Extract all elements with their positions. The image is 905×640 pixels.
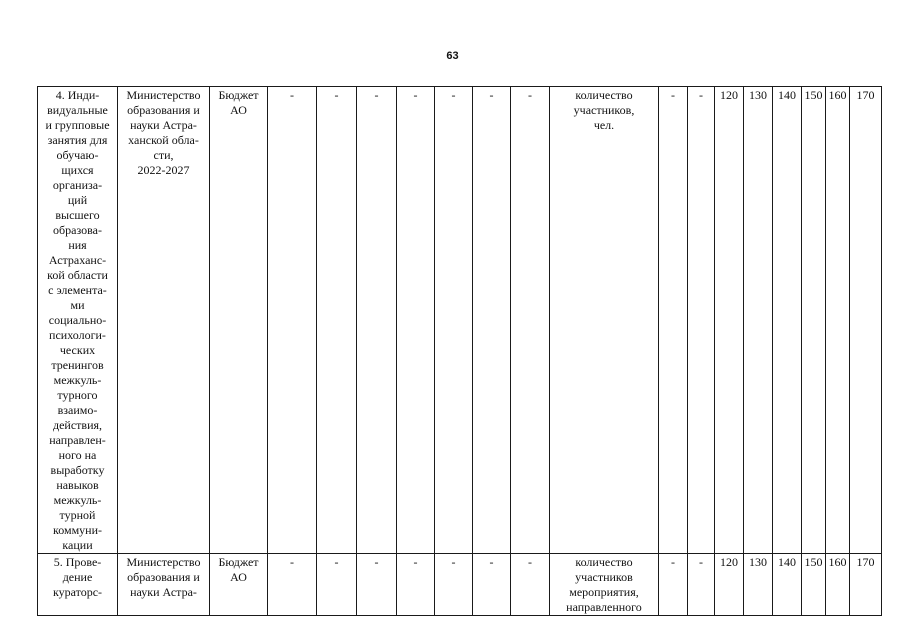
funding-cell: -: [511, 554, 550, 616]
table-row: [38, 87, 882, 554]
activity-name-cell: 4. Инди- видуальные и групповые занятия для обучаю- щихся организа- ций высшего образова- ния Астраханс- кой области с элемента- ми социально- психологи- ческих тренингов межкуль- турного взаимо- действия, направлен- ного на выработку навыков межкуль- турной коммуни- кации: [38, 87, 118, 554]
executor-cell: Министерство образования и науки Астра- ханской обла- сти, 2022-2027: [118, 87, 210, 554]
funding-cell: -: [357, 87, 397, 554]
table-row: [38, 554, 882, 616]
funding-cell: -: [397, 87, 435, 554]
target-value-cell: 170: [850, 87, 882, 554]
baseline-cell: -: [659, 87, 688, 554]
funding-cell: -: [317, 87, 357, 554]
target-value-cell: 130: [744, 87, 773, 554]
target-value-cell: 130: [744, 554, 773, 616]
indicator-cell: количество участников мероприятия, направленного: [550, 554, 659, 616]
funding-cell: -: [473, 554, 511, 616]
funding-cell: -: [268, 87, 317, 554]
target-value-cell: 160: [826, 87, 850, 554]
activity-name-cell: 5. Прове- дение кураторс-: [38, 554, 118, 616]
target-value-cell: 150: [802, 554, 826, 616]
indicator-cell: количество участников, чел.: [550, 87, 659, 554]
baseline-cell: -: [688, 87, 715, 554]
funding-cell: -: [435, 554, 473, 616]
baseline-cell: -: [688, 554, 715, 616]
funding-cell: -: [357, 554, 397, 616]
target-value-cell: 120: [715, 554, 744, 616]
target-value-cell: 140: [773, 554, 802, 616]
target-value-cell: 170: [850, 554, 882, 616]
program-activities-table: [37, 86, 882, 616]
target-value-cell: 150: [802, 87, 826, 554]
funding-cell: -: [473, 87, 511, 554]
target-value-cell: 120: [715, 87, 744, 554]
target-value-cell: 140: [773, 87, 802, 554]
funding-cell: -: [511, 87, 550, 554]
funding-cell: -: [397, 554, 435, 616]
target-value-cell: 160: [826, 554, 850, 616]
funding-source-cell: Бюджет АО: [210, 87, 268, 554]
baseline-cell: -: [659, 554, 688, 616]
funding-cell: -: [268, 554, 317, 616]
funding-cell: -: [435, 87, 473, 554]
executor-cell: Министерство образования и науки Астра-: [118, 554, 210, 616]
page-number: 63: [446, 50, 459, 62]
funding-cell: -: [317, 554, 357, 616]
funding-source-cell: Бюджет АО: [210, 554, 268, 616]
